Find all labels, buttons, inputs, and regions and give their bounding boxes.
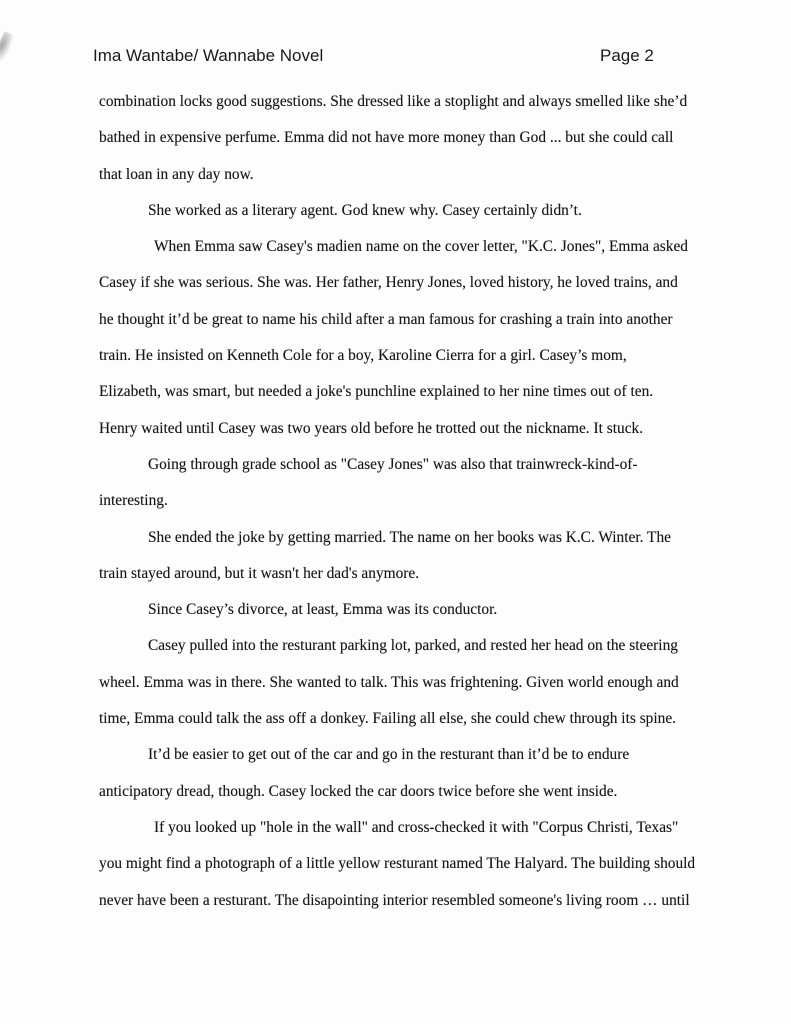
paragraph <box>99 229 739 447</box>
text-line: Since Casey’s divorce, at least, Emma was its conductor. <box>148 601 498 619</box>
text-line: When Emma saw Casey's madien name on the cover letter, "K.C. Jones", Emma asked <box>154 238 689 256</box>
text-line: time, Emma could talk the ass off a donkey. Failing all else, she could chew through its spine. <box>99 710 677 728</box>
text-line: Casey if she was serious. She was. Her father, Henry Jones, loved history, he loved trains, and <box>99 274 678 292</box>
text-line: interesting. <box>99 492 168 510</box>
text-line: that loan in any day now. <box>99 165 254 183</box>
paragraph <box>99 193 739 229</box>
text-line: Going through grade school as "Casey Jones" was also that trainwreck-kind-of- <box>148 455 638 473</box>
paragraph <box>99 737 739 810</box>
text-line: combination locks good suggestions. She dressed like a stoplight and always smelled like she’d <box>99 93 688 110</box>
page-number: Page 2 <box>600 46 654 65</box>
text-line: It’d be easier to get out of the car and go in the resturant than it’d be to endure <box>148 746 630 764</box>
paragraph <box>99 447 739 520</box>
paragraph <box>99 628 739 737</box>
page-header <box>0 46 791 68</box>
text-line: anticipatory dread, though. Casey locked the car doors twice before she went inside. <box>99 782 618 800</box>
text-line: She worked as a literary agent. God knew why. Casey certainly didn’t. <box>148 201 582 219</box>
paragraph <box>99 84 739 193</box>
text-line: Casey pulled into the resturant parking lot, parked, and rested her head on the steering <box>148 637 678 655</box>
manuscript-body <box>99 84 739 919</box>
text-line: train. He insisted on Kenneth Cole for a boy, Karoline Cierra for a girl. Casey’s mom, <box>99 347 627 365</box>
text-line: Elizabeth, was smart, but needed a joke's punchline explained to her nine times out of ten. <box>99 383 654 401</box>
text-line: never have been a resturant. The disapointing interior resembled someone's living room … until <box>99 891 690 909</box>
paragraph <box>99 592 739 628</box>
header-author-title: Ima Wantabe/ Wannabe Novel <box>93 46 324 65</box>
text-line: If you looked up "hole in the wall" and cross-checked it with "Corpus Christi, Texas" <box>154 818 679 836</box>
text-line: She ended the joke by getting married. The name on her books was K.C. Winter. The <box>148 528 671 546</box>
text-line: bathed in expensive perfume. Emma did not have more money than God ... but she could call <box>99 129 674 147</box>
text-line: train stayed around, but it wasn't her dad's anymore. <box>99 564 420 582</box>
text-line: he thought it’d be great to name his child after a man famous for crashing a train into another <box>99 310 673 328</box>
text-line: you might find a photograph of a little yellow resturant named The Halyard. The building should <box>99 855 696 873</box>
paragraph <box>99 810 739 919</box>
text-line: Henry waited until Casey was two years old before he trotted out the nickname. It stuck. <box>99 419 644 437</box>
paragraph <box>99 520 739 593</box>
text-line: wheel. Emma was in there. She wanted to talk. This was frightening. Given world enough and <box>99 673 679 691</box>
